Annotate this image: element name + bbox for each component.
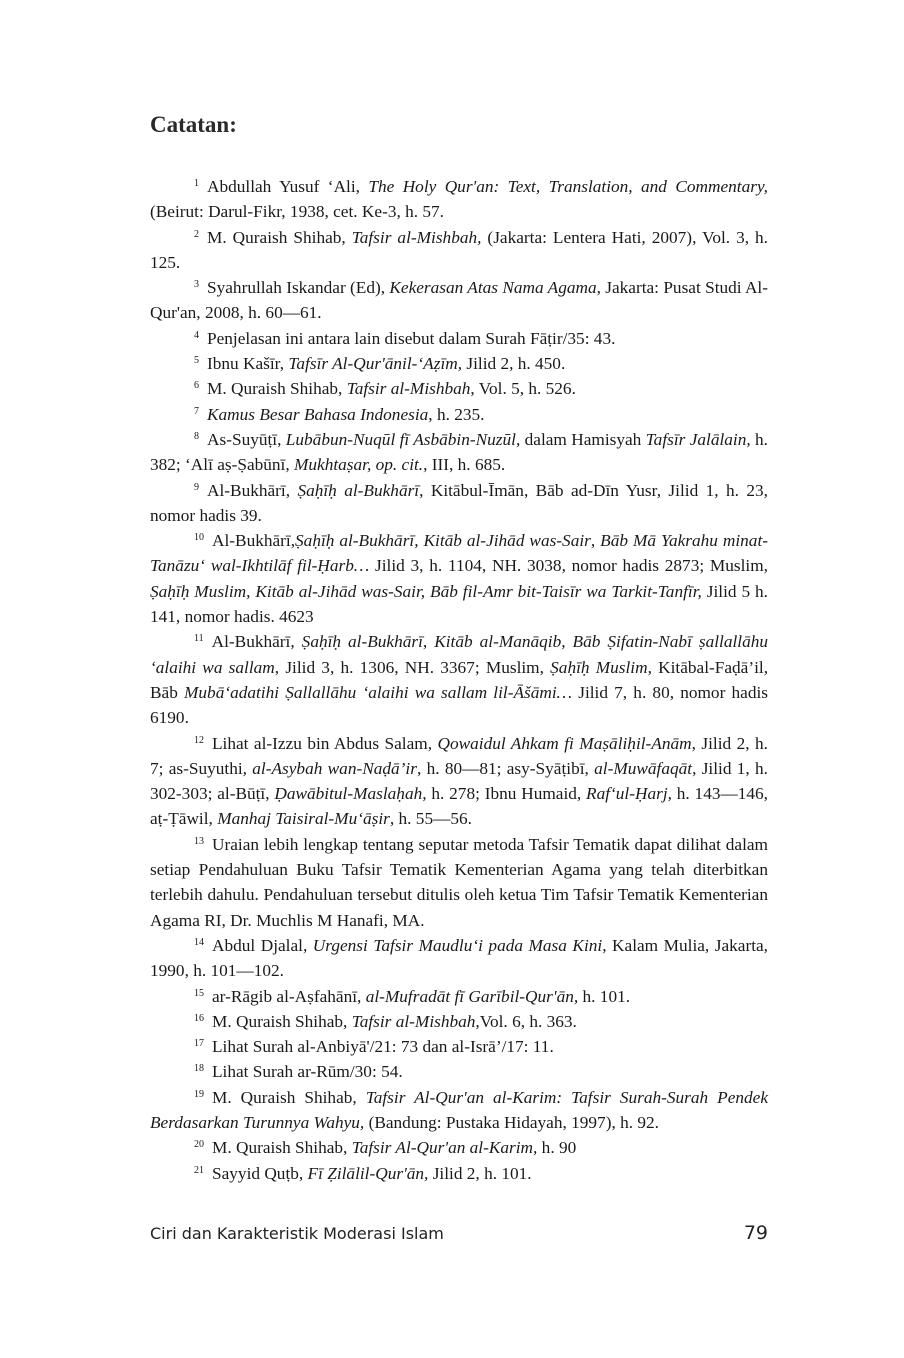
footnote-number: 6 [194,380,199,392]
footnote-number: 11 [194,633,204,645]
footnote-italic-text: Fī Ẓilālil-Qur'ān, [307,1163,429,1183]
footnote-17 [150,1034,768,1059]
footnote-text: M. Quraish Shihab, [207,379,347,399]
footnote-text: , Kitābal-Faḍā’il, Bāb [150,657,769,702]
footnote-text: As-Suyūṭī, [207,429,286,449]
footnote-italic-text: Ṣaḥīḥ al-Bukhārī [297,480,420,500]
footnote-15 [150,984,768,1009]
footnote-italic-text: Ṣaḥīḥ al-Bukhārī, Kitāb al-Jihād was-Sair [295,531,591,551]
footnote-text: Jilid 7, h. 80, nomor hadis 6190. [150,682,768,728]
footnote-text: Syahrullah Iskandar (Ed), [207,278,390,298]
footnote-text: M. Quraish Shihab, [207,227,352,247]
footnote-text: Penjelasan ini antara lain disebut dalam Surah Fāṭir/35: 43. [207,328,616,348]
footnote-text: Abdullah Yusuf ‘Ali, [207,177,369,196]
footnote-italic-text: al-Muwāfaqāt [594,758,693,778]
footnote-text: , Jilid 3, h. 1306, NH. 3367; Muslim, [274,657,551,677]
footnote-number: 2 [194,228,199,240]
footnote-number: 15 [194,987,204,999]
footnote-number: 13 [194,835,204,847]
footnote-text: Jilid 2, h. 101. [428,1163,532,1183]
footnote-text: h. 278; Ibnu Humaid, [426,784,587,804]
footnote-text: Kalam Mulia, Jakarta, 1990, h. 101—102. [150,935,769,981]
footnote-text: Lihat al-Izzu bin Abdus Salam, [212,733,438,753]
footnote-19 [150,1085,768,1136]
footnote-text: h. 90 [537,1138,577,1158]
footnote-text: , Jakarta: Pusat Studi Al-Qur'an, 2008, h. 60—61. [150,278,768,323]
footnote-italic-text: Ṣaḥīḥ Muslim, Kitāb al-Jihād was-Sair, Bāb fil-Amr bit-Taisīr wa Tarkit-Tanfīr, [150,581,702,601]
footnote-number: 4 [194,329,199,341]
footnote-number: 7 [194,405,199,417]
footnote-italic-text: Urgensi Tafsir Maudlu‘i pada Masa Kini, [312,935,607,955]
footnote-number: 19 [194,1088,204,1100]
footnote-number: 1 [194,178,199,189]
running-footer-title: Ciri dan Karakteristik Moderasi Islam [150,1224,444,1243]
footnote-italic-text: Bāb Mā Yakrahu minat-Tanāzu‘ wal-Ikhtilāf fil-Ḥarb… [150,531,769,576]
footnote-text: , [590,531,601,551]
footnote-number: 10 [194,532,204,544]
footnote-9 [150,478,768,529]
page-footer [150,1222,768,1250]
footnote-7 [150,402,768,427]
footnote-text: h. 143—146, aṭ-Ṭāwil, [150,784,769,829]
footnote-11 [150,629,768,730]
footnote-text: h. 101. [578,986,631,1006]
footnote-number: 20 [194,1139,204,1151]
footnote-number: 9 [194,481,199,493]
footnote-number: 3 [194,279,199,291]
footnote-5 [150,351,768,376]
footnote-italic-text: Ṣaḥīḥ Muslim [550,657,648,677]
footnote-list [150,174,768,1186]
footnote-text: Al-Bukhārī, [212,531,296,551]
footnote-italic-text: Kamus Besar Bahasa Indonesia [207,404,429,424]
footnote-number: 12 [194,734,204,746]
footnote-italic-text: al-Mufradāt fī Garībil-Qur'ān, [365,986,579,1006]
footnote-italic-text: Tafsir Al-Qur'an al-Karim, [351,1138,538,1158]
footnote-1 [150,174,768,225]
footnote-italic-text: Kekerasan Atas Nama Agama [389,278,597,298]
footnote-text: ar-Rāgib al-Aṣfahānī, [212,986,366,1006]
page-number: 79 [743,1222,768,1244]
footnote-number: 14 [194,936,204,948]
footnote-number: 18 [194,1063,204,1075]
page-heading: Catatan: [150,112,237,137]
footnote-text: , h. 235. [428,404,485,424]
footnote-text: Lihat Surah ar-Rūm/30: 54. [212,1062,403,1082]
footnote-text: M. Quraish Shihab, [212,1087,366,1107]
footnote-number: 8 [194,430,199,442]
footnote-text: , h. 55—56. [389,809,472,829]
footnote-number: 17 [194,1038,204,1050]
footnote-italic-text: Mukhtaṣar, op. cit. [294,455,424,475]
footnote-text: , Jilid 1, h. 302-303; al-Būṭī, [150,758,768,804]
footnote-italic-text: Ṣaḥīḥ al-Bukhārī [301,632,423,652]
footnote-text: Lihat Surah al-Anbiyā'/21: 73 dan al-Isrā’/17: 11. [212,1037,554,1057]
footnote-text: M. Quraish Shihab, [212,1011,352,1031]
footnote-3 [150,275,768,326]
footnote-14 [150,933,768,984]
footnote-text: Jilid 5 h. 141, nomor hadis. 4623 [150,581,768,627]
footnote-20 [150,1135,768,1160]
footnote-text: dalam Hamisyah [520,429,646,449]
footnote-text: , Vol. 5, h. 526. [470,379,576,399]
footnote-text: Jilid 2, h. 450. [462,354,566,374]
footnote-italic-text: Qowaidul Ahkam fi Maṣāliḥil-Anām [437,733,692,753]
footnote-italic-text: , al-Asybah wan-Naḍā’ir [242,758,417,778]
footnote-text: (Bandung: Pustaka Hidayah, 1997), h. 92. [364,1112,659,1132]
footnote-text: , III, h. 685. [423,455,506,475]
footnote-italic-text: Tafsīr Jalālain, [645,429,751,449]
footnote-italic-text: Tafsir al-Mishbah [346,379,471,399]
footnote-text: , Kitābul-Īmān, Bāb ad-Dīn Yusr, Jilid 1, h. 23, nomor hadis 39. [150,480,768,525]
footnote-text: , Jilid 2, h. 7; as-Suyuthi [150,733,768,778]
footnote-text: M. Quraish Shihab, [212,1138,352,1158]
footnote-18 [150,1059,768,1084]
footnote-italic-text: Tafsīr Al-Qur'ānil-‘Aẓīm, [288,354,463,374]
footnote-12 [150,731,768,832]
footnote-italic-text: Raf‘ul-Ḥarj, [586,784,672,804]
footnote-italic-text: Tafsir al-Mishbah, [351,227,482,247]
footnote-10 [150,528,768,629]
footnote-13 [150,832,768,933]
footnote-text: Al-Bukhārī, [207,480,298,500]
footnote-italic-text: Kitāb al-Manāqib, Bāb Ṣifatin-Nabī ṣallallāhu ‘alaihi wa sallam [150,632,769,677]
footnote-text: Abdul Djalal, [212,935,313,955]
footnote-text: Ibnu Kašīr, [207,354,289,374]
footnote-number: 5 [194,355,199,367]
footnote-16 [150,1009,768,1034]
footnote-text: Jilid 3, h. 1104, NH. 3038, nomor hadis 2873; Muslim, [369,556,768,576]
footnote-text: , h. 80—81; asy-Syāṭibī, [416,758,595,778]
footnote-italic-text: Lubābun-Nuqūl fī Asbābin-Nuzūl, [285,429,521,449]
footnote-italic-text: Tafsir Al-Qur'an al-Karim: Tafsir Surah-Surah Pendek Berdasarkan Turunnya Wahyu, [150,1087,769,1132]
footnote-21 [150,1161,768,1186]
footnote-italic-text: Ḍawābitul-Maslaḥah, [274,784,427,804]
footnote-text: Vol. 6, h. 363. [479,1011,577,1031]
footnote-text: Al-Bukhārī, [211,632,302,652]
footnote-text: Uraian lebih lengkap tentang seputar metoda Tafsir Tematik dapat dilihat dalam setiap Pendahuluan Buku Tafsir Tematik Kementerian Agama yang telah diterbitkan terlebih dahulu. Pendahuluan tersebut ditulis oleh ketua Tim Tafsir Tematik Kementerian Agama RI, Dr. Muchlis M Hanafi, MA. [150,834,768,930]
footnote-text: , [422,632,435,652]
footnote-text: Sayyid Quṭb, [212,1163,308,1183]
footnote-8 [150,427,768,478]
footnote-number: 16 [194,1012,204,1024]
footnote-2 [150,225,768,276]
footnote-text: h. 382; ‘Alī aṣ-Ṣabūnī, [150,429,768,475]
footnote-italic-text: Mubā‘adatihi Ṣallallāhu ‘alaihi wa sallam lil-Āšāmi… [184,682,573,702]
footnote-4 [150,326,768,351]
footnote-text: (Beirut: Darul-Fikr, 1938, cet. Ke-3, h. 57. [150,202,444,222]
footnote-italic-text: Manhaj Taisiral-Mu‘āṣir [217,809,390,829]
footnote-number: 21 [194,1164,204,1176]
footnote-6 [150,376,768,401]
footnote-italic-text: The Holy Qur'an: Text, Translation, and Commentary, [368,177,768,196]
footnote-italic-text: Tafsir al-Mishbah, [351,1011,480,1031]
footnote-text: (Jakarta: Lentera Hati, 2007), Vol. 3, h. 125. [150,227,768,272]
